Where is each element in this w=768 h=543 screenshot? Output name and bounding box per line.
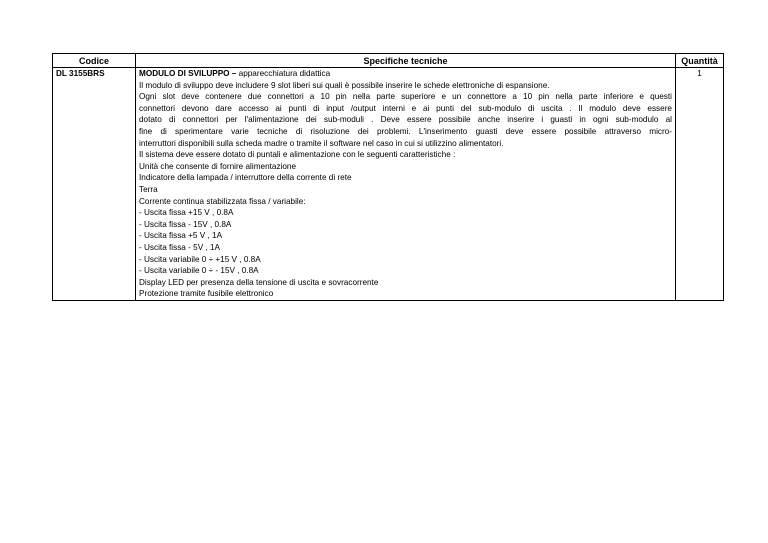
spec-line: - Uscita fissa - 15V , 0.8A <box>139 219 232 229</box>
spec-line: fine di sperimentare varie tecniche di risoluzione dei problemi. L'inserimento guasti deve essere possibile attraverso micro- <box>139 126 672 136</box>
spec-line: Indicatore della lampada / interruttore della corrente di rete <box>139 173 352 183</box>
spec-line: interruttori disponibili sulla scheda madre o tramite il software nel caso in cui si utilizzino alimentatori. <box>139 138 504 148</box>
spec-line: - Uscita fissa - 5V , 1A <box>139 242 220 252</box>
quantity: 1 <box>676 68 724 301</box>
spec-title-rest: apparecchiatura didattica <box>236 69 331 78</box>
spec-table <box>52 53 724 301</box>
spec-line: Il modulo di sviluppo deve includere 9 slot liberi sui quali è possibile inserire le schede elettroniche di espansione. <box>139 80 550 90</box>
spec-cell <box>136 68 676 301</box>
table-row <box>53 68 724 301</box>
spec-line: - Uscita variabile 0 ÷ +15 V , 0.8A <box>139 254 261 264</box>
spec-line: Ogni slot deve contenere due connettori a 10 pin nella parte superiore e un connettore a 10 pin nella parte inferiore e questi <box>139 92 672 102</box>
header-row <box>53 54 724 68</box>
spec-line: Terra <box>139 184 158 194</box>
spec-line: Unità che consente di fornire alimentazione <box>139 161 297 171</box>
spec-line: - Uscita fissa +5 V , 1A <box>139 231 223 241</box>
spec-line: Display LED per presenza della tensione di uscita e sovracorrente <box>139 277 379 287</box>
header-code: Codice <box>53 54 136 68</box>
spec-title-bold: MODULO DI SVILUPPO – <box>139 69 237 78</box>
spec-line: connettori devono dare accesso ai punti di input /output interni e ai punti del sub-modulo di uscita . Il modulo deve essere <box>139 103 672 113</box>
header-qty: Quantità <box>676 54 724 68</box>
spec-line: - Uscita variabile 0 ÷ - 15V , 0.8A <box>139 266 259 276</box>
spec-line: dotato di connettori per l'alimentazione dei sub-moduli . Deve essere possibile anche inserire i guasti in ogni sub-modulo al <box>139 115 672 125</box>
spec-line: - Uscita fissa +15 V , 0.8A <box>139 208 234 218</box>
spec-line: Protezione tramite fusibile elettronico <box>139 289 274 299</box>
header-spec: Specifiche tecniche <box>136 54 676 68</box>
spec-line: Il sistema deve essere dotato di puntali e alimentazione con le seguenti caratteristiche : <box>139 150 456 160</box>
product-code: DL 3155BRS <box>53 68 136 301</box>
spec-title <box>139 68 672 80</box>
spec-line: Corrente continua stabilizzata fissa / variabile: <box>139 196 306 206</box>
